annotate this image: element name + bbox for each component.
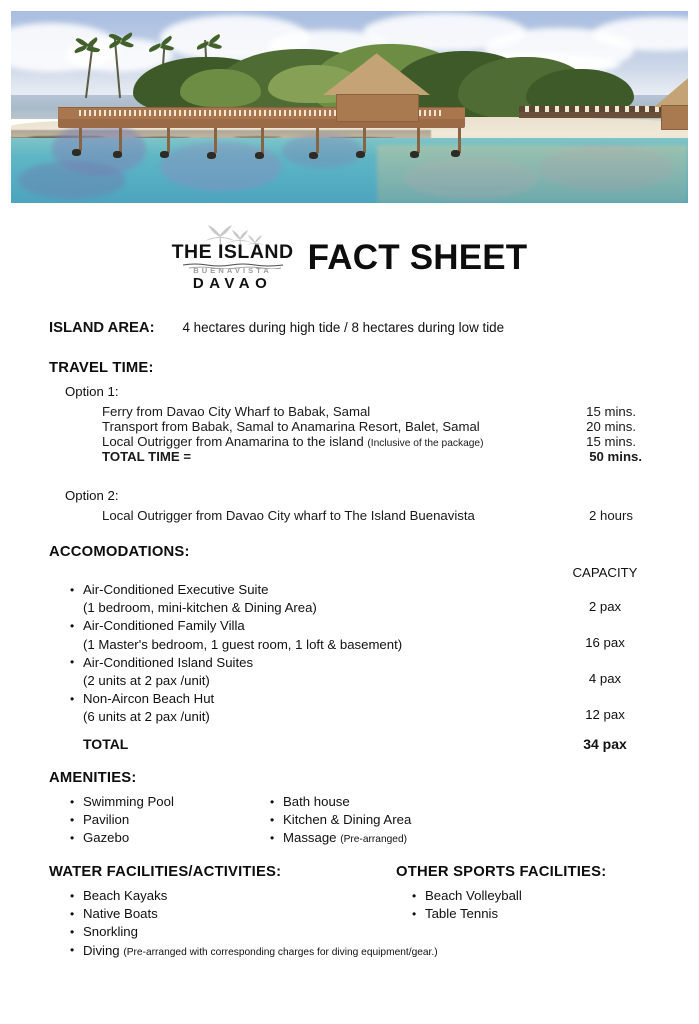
- travel-row-value: 15 mins.: [586, 404, 636, 420]
- amenities-left-column: [68, 793, 258, 848]
- travel-row: [102, 419, 650, 434]
- list-item: [268, 811, 528, 829]
- capacity-value: 16 pax: [585, 635, 625, 650]
- accomodation-name: Air-Conditioned Executive Suite: [83, 582, 269, 597]
- island-area-value: 4 hectares during high tide / 8 hectares during low tide: [182, 320, 505, 335]
- deck-piling: [261, 128, 264, 153]
- accomodation-list: [68, 581, 528, 727]
- list-item: [410, 905, 650, 923]
- list-item: [68, 690, 528, 726]
- tyre-footing: [207, 152, 216, 159]
- gazebo-structure: [336, 94, 419, 123]
- logo-place-text: DAVAO: [192, 275, 273, 292]
- travel-row: [102, 434, 650, 449]
- amenity-text: Kitchen & Dining Area: [283, 812, 412, 828]
- accomodation-name: Air-Conditioned Island Suites: [83, 654, 254, 670]
- tyre-footing: [356, 151, 365, 158]
- deck-piling: [167, 128, 170, 153]
- page-title: FACT SHEET: [307, 238, 528, 277]
- list-item: [68, 793, 258, 811]
- amenity-text: Pavilion: [83, 812, 130, 828]
- travel-row: [102, 404, 650, 419]
- travel-row: [102, 508, 650, 523]
- island-area-label: ISLAND AREA:: [49, 320, 155, 336]
- accomodation-name: Non-Aircon Beach Hut: [83, 691, 215, 707]
- travel-time-heading: TRAVEL TIME:: [49, 360, 154, 376]
- list-item: [68, 581, 528, 617]
- travel-row-note: (Inclusive of the package): [367, 438, 484, 450]
- tyre-footing: [309, 152, 318, 159]
- accomodations-heading: ACCOMODATIONS:: [49, 544, 190, 560]
- travel-row-text: Local Outrigger from Anamarina to the island: [102, 434, 364, 450]
- list-item: [68, 923, 588, 941]
- option-1-label: Option 1:: [65, 384, 119, 399]
- amenity-text: Swimming Pool: [83, 794, 174, 809]
- deck-piling: [119, 128, 122, 153]
- capacity-value: 12 pax: [585, 707, 625, 722]
- travel-total-label: TOTAL TIME =: [102, 449, 192, 465]
- tyre-footing: [113, 151, 122, 158]
- amenities-right-column: [268, 793, 528, 850]
- travel-row-text: Ferry from Davao City Wharf to Babak, Samal: [102, 404, 371, 420]
- tyre-footing: [255, 152, 264, 159]
- travel-row-text: Transport from Babak, Samal to Anamarina Resort, Balet, Samal: [102, 419, 480, 435]
- island-buenavista-logo: [172, 224, 294, 290]
- deck-piling: [417, 128, 420, 153]
- list-item: [268, 829, 528, 849]
- deck-piling: [214, 128, 217, 153]
- capacity-value: 4 pax: [588, 671, 622, 686]
- deck-piling: [79, 128, 82, 151]
- deck-piling: [458, 128, 461, 153]
- tyre-footing: [160, 151, 169, 158]
- other-sports-heading: OTHER SPORTS FACILITIES:: [396, 864, 607, 880]
- water-facility-text: Snorkling: [83, 924, 138, 940]
- travel-total-row: [102, 449, 650, 464]
- tyre-footing: [451, 150, 460, 157]
- accomodation-total-label: TOTAL: [83, 736, 129, 752]
- logo-main-text: THE ISLAND: [171, 241, 294, 263]
- amenity-text: Gazebo: [83, 830, 130, 846]
- travel-option-1: [65, 383, 650, 464]
- travel-row-value: 20 mins.: [586, 419, 636, 435]
- travel-total-value: 50 mins.: [589, 449, 642, 465]
- beach-hut-structure: [661, 105, 688, 130]
- other-sports-list: [410, 887, 650, 923]
- sport-text: Beach Volleyball: [425, 888, 522, 903]
- water-facility-note: (Pre-arranged with corresponding charges for diving equipment/gear.): [123, 946, 438, 958]
- water-facility-text: Beach Kayaks: [83, 888, 168, 903]
- travel-row-value: 15 mins.: [586, 434, 636, 450]
- list-item: [68, 942, 588, 962]
- sport-text: Table Tennis: [425, 906, 499, 922]
- shallow-reef-flat: [377, 145, 688, 203]
- list-item: [410, 887, 650, 905]
- travel-row-text: Local Outrigger from Davao City wharf to The Island Buenavista: [102, 508, 475, 524]
- accomodation-detail: (1 bedroom, mini-kitchen & Dining Area): [83, 600, 317, 616]
- water-facility-text: Native Boats: [83, 906, 158, 922]
- option-2-label: Option 2:: [65, 488, 119, 503]
- list-item: [68, 829, 258, 847]
- island-area-row: [49, 320, 504, 336]
- amenities-heading: AMENITIES:: [49, 770, 137, 786]
- deck-piling: [363, 128, 366, 153]
- accomodation-detail: (2 units at 2 pax /unit): [83, 673, 210, 689]
- tyre-footing: [72, 149, 81, 156]
- list-item: [68, 654, 528, 690]
- accomodation-name: Air-Conditioned Family Villa: [83, 618, 245, 634]
- list-item: [268, 793, 528, 811]
- logo-sub-text: BUENAVISTA: [193, 266, 272, 275]
- travel-option-2: [65, 487, 650, 523]
- amenity-note: (Pre-arranged): [340, 834, 407, 846]
- hero-photo: [11, 11, 688, 203]
- coral-patch: [18, 161, 126, 199]
- water-facility-text: Diving: [83, 942, 120, 958]
- deck-piling: [316, 128, 319, 153]
- travel-row-value: 2 hours: [589, 508, 633, 524]
- capacity-column-header: CAPACITY: [572, 565, 638, 580]
- capacity-value: 2 pax: [588, 599, 622, 614]
- water-facilities-heading: WATER FACILITIES/ACTIVITIES:: [49, 864, 282, 880]
- list-item: [68, 617, 528, 653]
- list-item: [68, 811, 258, 829]
- title-bar: [0, 222, 699, 292]
- island-scene: [11, 11, 688, 203]
- accomodation-detail: (1 Master's bedroom, 1 guest room, 1 loft & basement): [83, 636, 403, 652]
- amenity-text: Massage: [283, 830, 337, 846]
- accomodation-total-value: 34 pax: [583, 736, 627, 752]
- amenity-text: Bath house: [283, 794, 350, 809]
- accomodation-detail: (6 units at 2 pax /unit): [83, 709, 210, 725]
